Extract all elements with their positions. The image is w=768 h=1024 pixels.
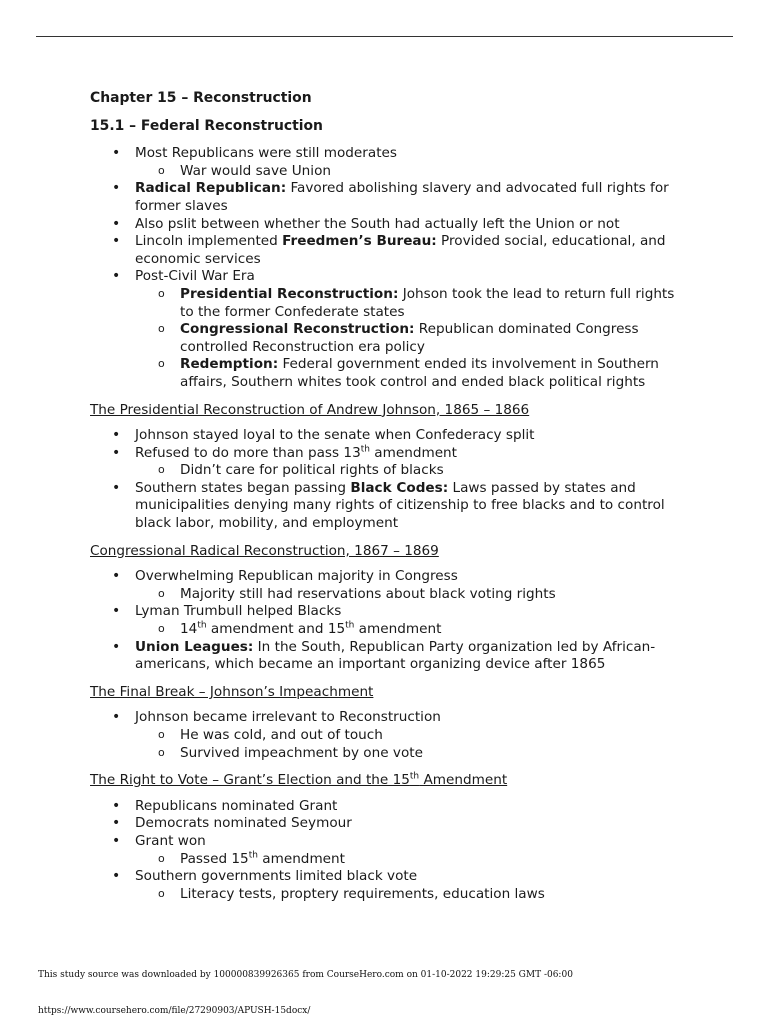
list-item: • Southern governments limited black vote <box>90 868 690 886</box>
list-item: o 14th amendment and 15th amendment <box>90 621 690 639</box>
list-item: • Overwhelming Republican majority in Congress <box>90 568 690 586</box>
list-item: o War would save Union <box>90 163 690 181</box>
chapter-title: Chapter 15 – Reconstruction <box>90 90 312 106</box>
section-title: 15.1 – Federal Reconstruction <box>90 117 323 134</box>
list-item: • Lincoln implemented Freedmen’s Bureau: Provided social, educational, and economic services <box>90 233 690 268</box>
list-item: • Republicans nominated Grant <box>90 798 690 816</box>
list-item: • Johnson became irrelevant to Reconstruction <box>90 709 690 727</box>
footer-source-url: https://www.coursehero.com/file/27290903/APUSH-15docx/ <box>38 1006 311 1016</box>
list-item: • Union Leagues: In the South, Republican Party organization led by African-americans, which became an important organizing device after 1865 <box>90 639 690 674</box>
section1-list <box>90 145 690 391</box>
top-divider <box>36 36 733 37</box>
section5-heading: The Right to Vote – Grant’s Election and the 15th Amendment <box>90 771 508 789</box>
list-item: o Majority still had reservations about black voting rights <box>90 586 690 604</box>
section3-list <box>90 568 690 674</box>
list-item: o He was cold, and out of touch <box>90 727 690 745</box>
section5-list <box>90 798 690 904</box>
section4-list <box>90 709 690 762</box>
list-item: o Passed 15th amendment <box>90 851 690 869</box>
section3-heading: Congressional Radical Reconstruction, 1867 – 1869 <box>90 542 439 559</box>
list-item: o Survived impeachment by one vote <box>90 745 690 763</box>
list-item: • Refused to do more than pass 13th amendment <box>90 445 690 463</box>
footer-download-notice: This study source was downloaded by 100000839926365 from CourseHero.com on 01-10-2022 19:29:25 GMT -06:00 <box>38 970 573 980</box>
list-item: o Congressional Reconstruction: Republican dominated Congress controlled Reconstruction era policy <box>90 321 690 356</box>
section2-list <box>90 427 690 533</box>
list-item: • Post-Civil War Era <box>90 268 690 286</box>
list-item: o Didn’t care for political rights of blacks <box>90 462 690 480</box>
section4-heading: The Final Break – Johnson’s Impeachment <box>90 683 374 700</box>
list-item: o Literacy tests, proptery requirements, education laws <box>90 886 690 904</box>
list-item: • Johnson stayed loyal to the senate when Confederacy split <box>90 427 690 445</box>
list-item: • Most Republicans were still moderates <box>90 145 690 163</box>
list-item: • Radical Republican: Favored abolishing slavery and advocated full rights for former slaves <box>90 180 690 215</box>
list-item: • Grant won <box>90 833 690 851</box>
section2-heading: The Presidential Reconstruction of Andrew Johnson, 1865 – 1866 <box>90 401 530 418</box>
list-item: o Redemption: Federal government ended its involvement in Southern affairs, Southern whites took control and ended black political rights <box>90 356 690 391</box>
list-item: • Lyman Trumbull helped Blacks <box>90 603 690 621</box>
list-item: • Southern states began passing Black Codes: Laws passed by states and municipalities denying many rights of citizenship to free blacks and to control black labor, mobility, and employment <box>90 480 690 533</box>
list-item: o Presidential Reconstruction: Johson took the lead to return full rights to the former Confederate states <box>90 286 690 321</box>
list-item: • Democrats nominated Seymour <box>90 815 690 833</box>
list-item: • Also pslit between whether the South had actually left the Union or not <box>90 216 690 234</box>
document-body <box>90 90 690 903</box>
